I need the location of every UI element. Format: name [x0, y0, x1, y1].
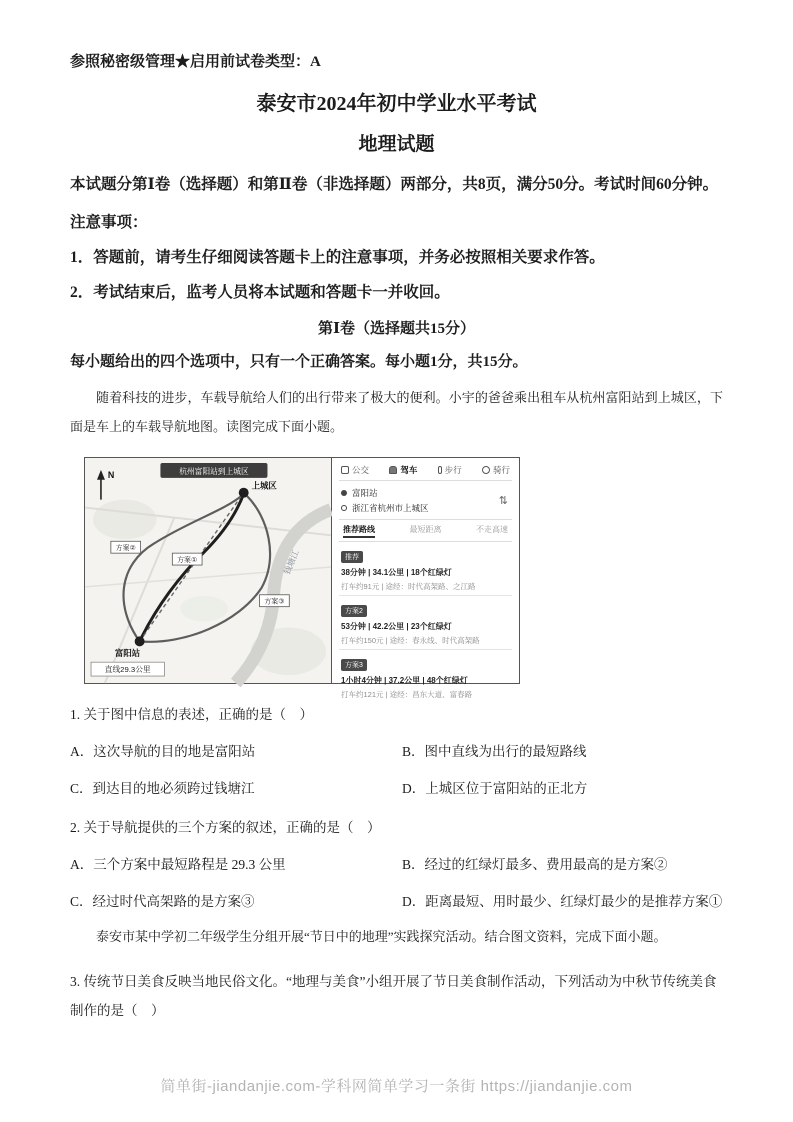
question-1-stem: 1. 关于图中信息的表述，正确的是（ ） — [70, 707, 313, 722]
origin-dot-icon — [341, 490, 347, 496]
park-area — [93, 500, 156, 540]
question-2-option-b: B．经过的红绿灯最多、费用最高的是方案② — [402, 857, 668, 872]
plan3-map-label: 方案③ — [264, 598, 285, 606]
question-1-option-b: B．图中直线为出行的最短路线 — [402, 744, 587, 759]
walk-icon — [438, 466, 442, 474]
notice-heading: 注意事项： — [70, 214, 148, 231]
exam-title: 泰安市2024年初中学业水平考试 — [256, 93, 537, 115]
question-2 — [70, 813, 723, 910]
footer-watermark: 简单街-jiandanjie.com-学科网简单学习一条街 https://jiandanjie.com — [160, 1078, 633, 1095]
distance-label: 直线29.3公里 — [104, 665, 151, 675]
plan2-tag: 方案2 — [341, 605, 367, 617]
navigation-panel — [332, 457, 520, 699]
plan2-detail: 打车约150元 | 途经：春永线、时代高架路 — [341, 636, 480, 645]
passage-1: 随着科技的进步，车载导航给人们的出行带来了极大的便利。小宇的爸爸乘出租车从杭州富阳站到上城区，下面是车上的车载导航地图。读图完成下面小题。 — [70, 390, 723, 434]
destination-row — [341, 500, 497, 515]
exam-intro: 本试题分第Ⅰ卷（选择题）和第Ⅱ卷（非选择题）两部分，共8页，满分50分。考试时间60分钟。 — [70, 176, 719, 193]
tab-shortest-distance: 最短距离 — [409, 525, 442, 534]
start-marker — [135, 636, 145, 646]
north-label: N — [107, 469, 115, 480]
plan1-tag: 推荐 — [341, 551, 363, 563]
map-sketch — [85, 458, 331, 683]
route-title-label: 杭州富阳站到上城区 — [179, 466, 249, 476]
mode-walk-label: 步行 — [444, 465, 462, 475]
question-2-option-c: C．经过时代高架路的是方案③ — [70, 894, 255, 909]
river-label: 钱塘江 — [281, 548, 301, 576]
question-1 — [70, 700, 723, 797]
exam-subject: 地理试题 — [358, 134, 435, 155]
mode-bike — [482, 464, 510, 476]
mode-transit — [341, 464, 369, 476]
section-rule: 每小题给出的四个选项中，只有一个正确答案。每小题1分，共15分。 — [70, 354, 528, 370]
passage-2: 泰安市某中学初二年级学生分组开展“节日中的地理”实践探究活动。结合图文资料，完成下面小题。 — [96, 929, 667, 944]
bike-icon — [482, 466, 490, 474]
destination-dot-icon — [341, 505, 347, 511]
destination-marker — [239, 488, 249, 498]
destination-label: 上城区 — [251, 480, 277, 491]
plan3-detail: 打车约121元 | 途经：昌东大道、富春路 — [341, 690, 473, 699]
plan1-summary: 38分钟 | 34.1公里 | 18个红绿灯 — [341, 568, 452, 577]
origin-row — [341, 485, 497, 500]
question-1-option-d: D．上城区位于富阳站的正北方 — [402, 781, 588, 796]
plan-list — [339, 542, 512, 703]
destination-text: 浙江省杭州市上城区 — [352, 502, 429, 513]
question-2-option-d: D．距离最短、用时最少、红绿灯最少的是推荐方案① — [402, 894, 723, 909]
section-title: 第Ⅰ卷（选择题共15分） — [317, 321, 476, 337]
mode-row — [339, 462, 512, 481]
question-2-options — [70, 853, 723, 910]
swap-icon: ⇅ — [498, 494, 508, 507]
plan-item-3 — [339, 650, 512, 703]
plan2-summary: 53分钟 | 42.2公里 | 23个红绿灯 — [341, 622, 452, 631]
mode-walk — [438, 464, 462, 476]
mode-bike-label: 骑行 — [492, 465, 510, 475]
plan-item-2 — [339, 596, 512, 650]
notice-item-2: 2．考试结束后，监考人员将本试题和答题卡一并收回。 — [70, 284, 450, 301]
tab-recommended-route: 推荐路线 — [343, 524, 375, 538]
plan2-map-label: 方案② — [115, 545, 136, 553]
navigation-map-figure — [84, 457, 520, 699]
mode-drive-label: 驾车 — [400, 465, 418, 475]
location-box — [339, 481, 512, 520]
start-label: 富阳站 — [114, 648, 141, 659]
question-1-option-a: A．这次导航的目的地是富阳站 — [70, 744, 256, 759]
question-2-stem: 2. 关于导航提供的三个方案的叙述，正确的是（ ） — [70, 820, 381, 835]
plan3-summary: 1小时4分钟 | 37.2公里 | 48个红绿灯 — [341, 676, 468, 685]
question-1-options — [70, 740, 723, 797]
question-2-option-a: A．三个方案中最短路程是 29.3 公里 — [70, 857, 286, 872]
map-image — [84, 457, 332, 684]
location-fields — [341, 485, 497, 515]
plan1-detail: 打车约91元 | 途经：时代高架路、之江路 — [341, 582, 476, 591]
tab-no-highway: 不走高速 — [476, 525, 508, 534]
plan1-map-label: 方案① — [177, 557, 198, 565]
park-area — [180, 596, 228, 622]
origin-text: 富阳站 — [352, 487, 378, 498]
notice-item-1: 1．答题前，请考生仔细阅读答题卡上的注意事项，并务必按照相关要求作答。 — [70, 249, 605, 266]
plan-item-1 — [339, 542, 512, 596]
plan3-tag: 方案3 — [341, 659, 367, 671]
question-3-stem: 3. 传统节日美食反映当地民俗文化。“地理与美食”小组开展了节日美食制作活动，下列活动为中秋节传统美食制作的是（ ） — [70, 974, 717, 1018]
bus-icon — [341, 466, 349, 474]
mode-drive — [389, 464, 417, 476]
mode-transit-label: 公交 — [352, 465, 370, 475]
car-icon — [389, 466, 397, 474]
route-filter-tabs — [339, 520, 512, 542]
security-note: 参照秘密级管理★启用前试卷类型：A — [70, 54, 321, 70]
question-1-option-c: C．到达目的地必须跨过钱塘江 — [70, 781, 255, 796]
